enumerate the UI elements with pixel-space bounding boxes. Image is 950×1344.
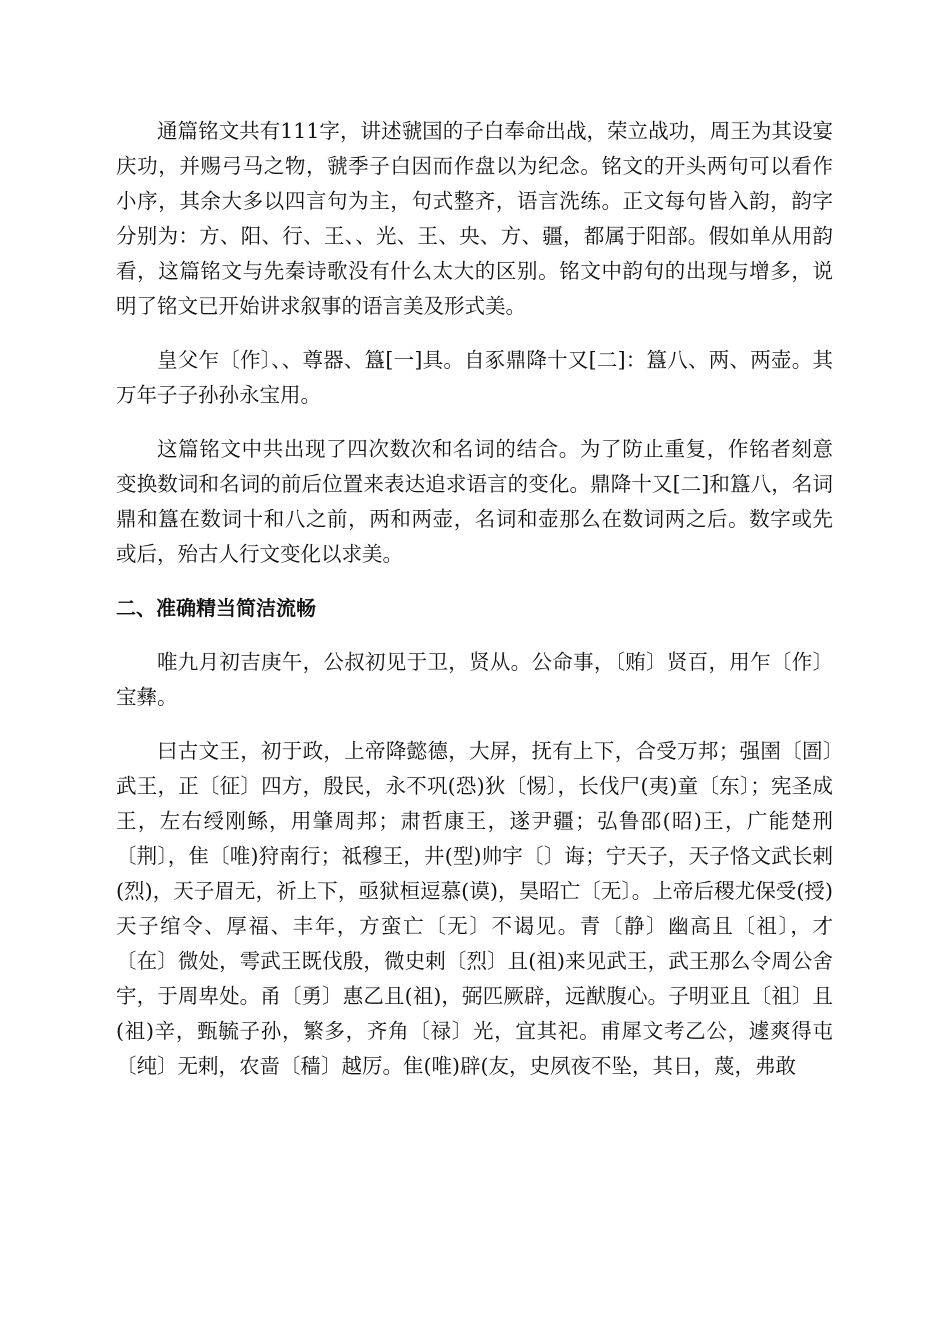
- document-page: [116, 114, 833, 1103]
- section-heading: 二、准确精当简洁流畅: [116, 596, 316, 620]
- paragraph-1: 通篇铭文共有111字，讲述虢国的子白奉命出战，荣立战功，周王为其设宴庆功，并赐弓马之物，虢季子白因而作盘以为纪念。铭文的开头两句可以看作小序，其余大多以四言句为主，句式整齐，语言洗练。正文每句皆入韵，韵字分别为：方、阳、行、王、、光、王、央、方、疆，都属于阳部。假如单从用韵看，这篇铭文与先秦诗歌没有什么太大的区别。铭文中韵句的出现与增多，说明了铭文已开始讲求叙事的语言美及形式美。: [116, 119, 833, 318]
- paragraph-5: 曰古文王，初于政，上帝降懿德，大屏，抚有上下，合受万邦；强圉〔圄〕武王，正〔征〕四方，殷民，永不巩(恐)狄〔惕〕，长伐尸(夷)童〔东〕；宪圣成王，左右绶刚鲧，用肇周邦；肃哲康王，遂尹疆；弘鲁邵(昭)王，广能楚刑〔荆〕，隹〔唯)狩南行；祗穆王，井(型)帅宇〔〕诲；宁天子，天子恪文武长剌(烈)，天子眉无，祈上下，亟狱桓逗慕(谟)，昊昭亡〔无〕。上帝后稷尤保受(授)天子绾令、厚福、丰年，方蛮亡〔无〕不谒见。青〔静〕幽高且〔祖〕，才〔在〕微处，雩武王既伐殷，微史剌〔烈〕且(祖)来见武王，武王那么令周公舍宇，于周卑处。甬〔勇〕惠乙且(祖)，弼匹厥辟，远猷腹心。子明亚且〔祖〕且(祖)辛，甄毓子孙，繁多，齐角〔禄〕光，宜其祀。甫犀文考乙公，遽爽得屯〔纯〕无剌，农啬〔穑〕越厉。隹(唯)辟(友，史夙夜不坠，其日，蔑，弗敢: [116, 739, 833, 1078]
- paragraph-4: 唯九月初吉庚午，公叔初见于卫，贤从。公命事，〔贿〕贤百，用乍〔作〕宝彝。: [116, 650, 833, 709]
- paragraph-3: 这篇铭文中共出现了四次数次和名词的结合。为了防止重复，作铭者刻意变换数词和名词的前后位置来表达追求语言的变化。鼎降十又[二]和簋八，名词鼎和簋在数词十和八之前，两和两壶，名词和壶那么在数词两之后。数字或先或后，殆古人行文变化以求美。: [116, 437, 833, 566]
- paragraph-2: 皇父乍〔作〕、、尊器、簋[一]具。自豖鼎降十又[二]：簋八、两、两壶。其万年子子孙孙永宝用。: [116, 348, 833, 407]
